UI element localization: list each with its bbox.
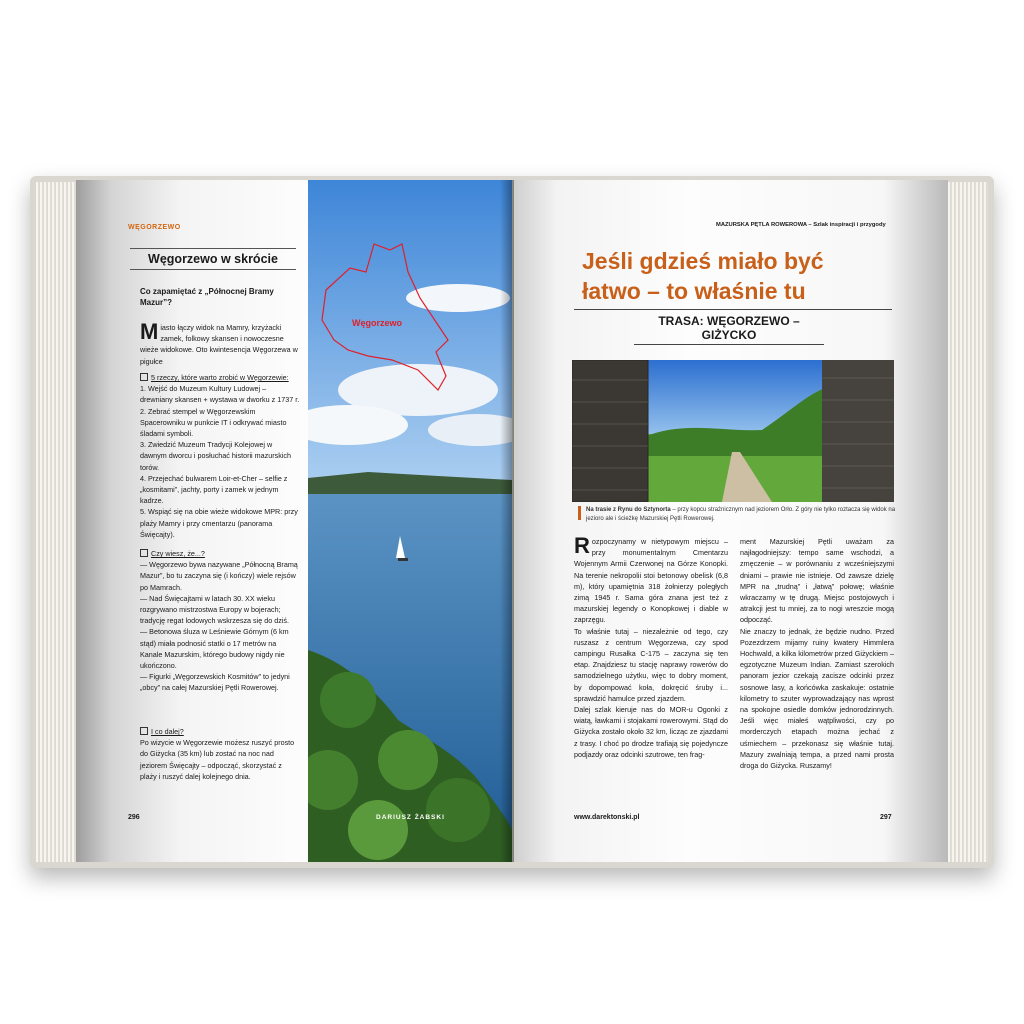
intro-paragraph — [140, 319, 300, 367]
intro-text: iasto łączy widok na Mamry, krzyżacki zamek, folkowy skansen i nowoczesne wieże widokowe. Oto kwintesencja Węgorzewa w pigułce — [140, 323, 298, 366]
title-divider — [574, 309, 892, 310]
page-number-left: 296 — [128, 814, 140, 821]
what-next-text: Po wizycie w Węgorzewie możesz ruszyć prosto do Giżycka (35 km) lub zostać na noc nad jeziorem Święcajty – odpocząć, skorzystać z plaży i ruszyć dalej kolejnego dnia. — [140, 738, 295, 781]
list-item: 1. Wejść do Muzeum Kultury Ludowej – drewniany skansen + wystawa w dworku z 1737 r. — [140, 384, 300, 405]
list-item: — Węgorzewo bywa nazywane „Północną Bramą Mazur”, bo tu zaczyna się (i kończy) wiele rejsów po Mamrach. — [140, 560, 298, 592]
did-you-know-section — [140, 548, 300, 694]
map-label: Węgorzewo — [352, 318, 403, 328]
caption-text: – przy kopcu strażnicznym nad jeziorem Orło. Z góry nie tylko roztacza się widok na jezioro ale i ścieżkę Mazurskiej Pętli Rowerowej. — [586, 507, 896, 522]
list-item: 5. Wspiąć się na obie wieże widokowe MPR: przy plaży Mamry i przy cmentarzu (panorama Święcajty). — [140, 507, 298, 539]
route-heading: TRASA: WĘGORZEWO – GIŻYCKO — [634, 314, 824, 345]
title-line: łatwo – to właśnie tu — [582, 278, 806, 304]
dropcap: R — [574, 533, 590, 558]
list-item: — Betonowa śluza w Leśniewie Górnym (6 km stąd) miała podnosić statki o 17 metrów na Kanale Mazurskim, którego budowy nigdy nie ukończono. — [140, 627, 289, 671]
left-page-title: Węgorzewo w skrócie — [130, 248, 296, 270]
left-page-subtitle: Co zapamiętać z „Północnej Bramy Mazur”? — [140, 287, 274, 307]
title-line: Jeśli gdzieś miało być — [582, 248, 824, 274]
lake-photo — [308, 180, 512, 862]
author-credit: DARIUSZ ŻABSKI — [376, 814, 445, 821]
things-to-do-section — [140, 372, 300, 540]
checkbox-icon — [140, 727, 148, 735]
did-you-know-heading: Czy wiesz, że...? — [140, 548, 300, 559]
paragraph: Dalej szlak kieruje nas do MOR-u Ogonki z wiatą, ławkami i stojakami rowerowymi. Stąd do Giżycka zostało około 32 km, licząc ze zjazdami z trasy. I choć po drodze trafiają się pojedyncze podjazdy oraz odcinki szutrowe, ten frag- — [574, 705, 728, 759]
text-column-1 — [574, 533, 728, 760]
paragraph: Rozpoczynamy w nietypowym miejscu – przy monumentalnym Cmentarzu Wojennym Armii Czerwonej na Górze Konopki. Na terenie nekropolii stoi betonowy obelisk (6,8 m), który upamiętnia 318 żołnierzy poległych zimą 1945 r. Sama góra znana jest też z mazurskiej legendy o Konopkowej i diable w zaprzęgu. — [574, 533, 728, 625]
photo-caption — [578, 506, 898, 523]
list-item: — Figurki „Węgorzewskich Kosmitów” to jedyni „obcy” na całej Mazurskiej Pętli Rowerowej. — [140, 672, 290, 693]
text-column-2 — [740, 536, 894, 771]
list-item: 2. Zebrać stempel w Węgorzewskim Spacerowniku w punkcie IT i odkrywać miasto śladami symboli. — [140, 406, 287, 439]
list-item: — Nad Święcajtami w latach 30. XX wieku rozgrywano mistrzostwa Europy w bojerach; tradycję regat lodowych wskrzesza się do dziś. — [140, 593, 290, 626]
paragraph: To właśnie tutaj – niezależnie od tego, czy ruszasz z centrum Węgorzewa, czy spod campingu Rusałka C-175 – zaczyna się ten etap. Znajdziesz tu stację naprawy rowerów do samodzielnego użytku, więc to dobry moment, by dopompować koła, dokręcić śruby i... sprawdzić hamulce przed zjazdem. — [574, 626, 728, 703]
what-next-heading: I co dalej? — [140, 726, 300, 737]
right-page-title — [582, 246, 882, 306]
website-link: www.darektonski.pl — [574, 814, 640, 821]
trail-photo — [572, 360, 894, 502]
page-number-right: 297 — [880, 814, 892, 821]
paragraph: Nie znaczy to jednak, że będzie nudno. Przed Pozezdrzem mijamy ruiny kwatery Himmlera Hochwald, a kilka kilometrów przed Giżyckiem – egzotyczne Muzeum Indian. Zamiast szerokich panoram jezior czekają zacisze odcinki przez sosnowe lasy, a końcówka zaskakuje: ostatnie kilometry to szuter wyprowadzający nas wprost na spokojne osiedle domków jednorodzinnych. Jeśli więc miałeś wątpliwości, czy po morderczych etapach można jechać z uśmiechem – przekonasz się właśnie tutaj. Mazury zwalniają tempa, a przed nami prosta droga do Giżycka. Ruszamy! — [740, 626, 894, 771]
section-label: WĘGORZEWO — [128, 224, 181, 231]
list-item: 4. Przejechać bulwarem Loir-et-Cher – selfie z „kosmitami”, jachty, porty i zamek w jednym kadrze. — [140, 473, 288, 506]
checkbox-icon — [140, 373, 148, 381]
dropcap: M — [140, 319, 159, 344]
page-edges-left — [36, 182, 78, 862]
list-item: 3. Zwiedzić Muzeum Tradycji Kolejowej w dawnym dworcu i posłuchać historii mazurskich torów. — [140, 440, 291, 472]
paragraph: ment Mazurskiej Pętli uważam za najłagodniejszy: tempo same wschodzi, a zmęczenie – w porównaniu z wcześniejszymi dniami – prawie nie istnieje. Od zawsze dzielę MPR na „trudną” i „łatwą” połowę; właśnie wkraczamy w tę drugą. Miejsc postojowych i atrakcji jest tu mniej, za to nogi wreszcie mogą odpocząć. — [740, 537, 894, 625]
what-next-section — [140, 726, 300, 782]
page-edges-right — [946, 182, 988, 862]
checkbox-icon — [140, 549, 148, 557]
trail-photo-image — [572, 360, 894, 502]
caption-bold: Na trasie z Rynu do Sztynorta — [586, 507, 671, 513]
things-to-do-heading: 5 rzeczy, które warto zrobić w Węgorzewie: — [140, 372, 300, 383]
lake-photo-image — [308, 180, 512, 862]
running-head: MAZURSKA PĘTLA ROWEROWA – Szlak inspiracji i przygody — [716, 222, 886, 228]
